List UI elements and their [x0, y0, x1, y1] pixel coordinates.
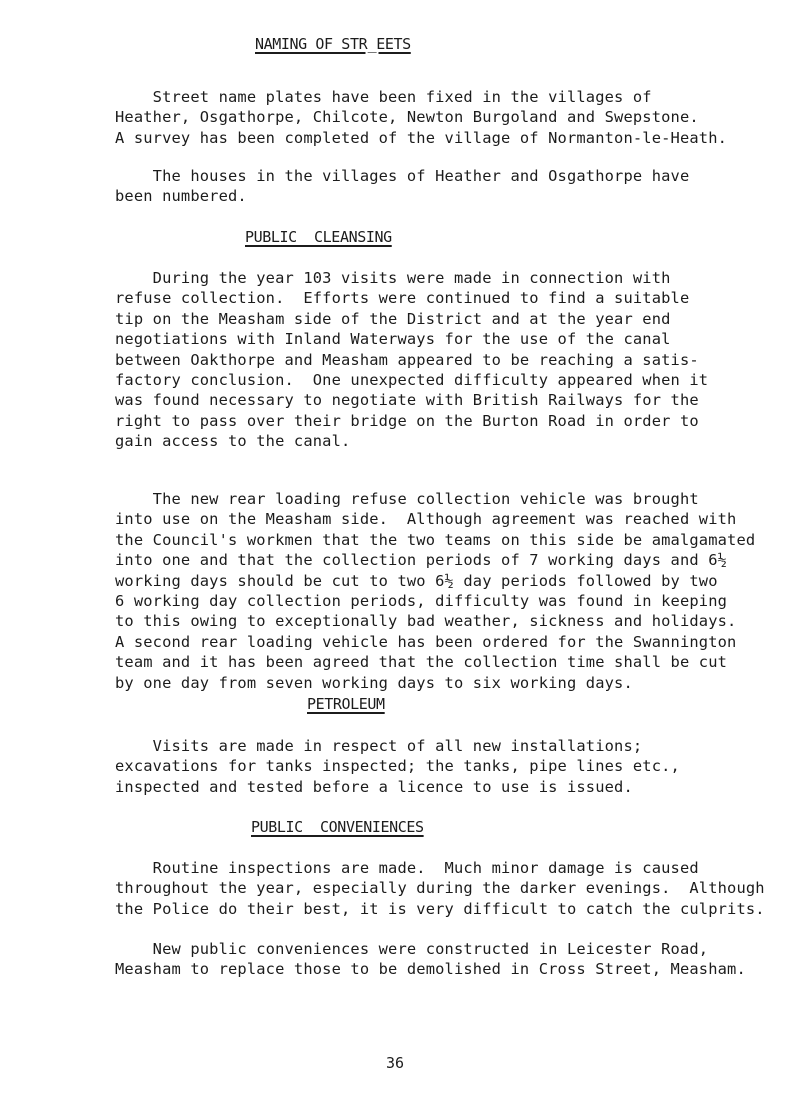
heading-naming-of-streets: NAMING OF STR̲EETS [255, 35, 411, 53]
text-line: the Police do their best, it is very difficult to catch the culprits. [115, 899, 765, 918]
text-line: excavations for tanks inspected; the tanks, pipe lines etc., [115, 757, 680, 776]
text-line: Measham to replace those to be demolished in Cross Street, Measham. [115, 960, 746, 979]
text-line: refuse collection. Efforts were continued to find a suitable [115, 289, 690, 308]
text-line: inspected and tested before a licence to use is issued. [115, 777, 633, 796]
paragraph-houses-numbered [115, 166, 795, 207]
text-line: negotiations with Inland Waterways for the use of the canal [115, 330, 671, 349]
text-line: Heather, Osgathorpe, Chilcote, Newton Burgoland and Swepstone. [115, 108, 699, 127]
text-line: between Oakthorpe and Measham appeared to be reaching a satis- [115, 350, 699, 369]
text-line: New public conveniences were constructed in Leicester Road, [115, 940, 709, 958]
paragraph-petroleum-visits [115, 736, 795, 797]
text-line: the Council's workmen that the two teams on this side be amalgamated [115, 530, 756, 549]
paragraph-routine-inspections [115, 858, 795, 919]
paragraph-rear-loading-vehicle [115, 489, 795, 693]
paragraph-new-conveniences [115, 939, 795, 980]
paragraph-street-name-plates [115, 87, 795, 148]
text-line: to this owing to exceptionally bad weather, sickness and holidays. [115, 612, 737, 631]
text-line: The new rear loading refuse collection vehicle was brought [115, 490, 699, 508]
text-line: During the year 103 visits were made in connection with [115, 269, 671, 287]
heading-public-conveniences: PUBLIC CONVENIENCES [251, 818, 424, 836]
heading-public-cleansing: PUBLIC CLEANSING [245, 228, 392, 246]
text-line: factory conclusion. One unexpected difficulty appeared when it [115, 371, 709, 390]
text-line: into use on the Measham side. Although agreement was reached with [115, 510, 737, 529]
text-line: A survey has been completed of the village of Normanton-le-Heath. [115, 128, 728, 147]
text-line: been numbered. [115, 187, 247, 206]
text-line: working days should be cut to two 6½ day periods followed by two [115, 571, 718, 590]
text-line: A second rear loading vehicle has been ordered for the Swannington [115, 632, 737, 651]
text-line: gain access to the canal. [115, 432, 351, 451]
text-line: right to pass over their bridge on the Burton Road in order to [115, 411, 699, 430]
text-line: The houses in the villages of Heather and Osgathorpe have [115, 167, 690, 185]
text-line: Street name plates have been fixed in the villages of [115, 88, 652, 106]
text-line: was found necessary to negotiate with British Railways for the [115, 391, 699, 410]
text-line: tip on the Measham side of the District and at the year end [115, 309, 671, 328]
text-line: by one day from seven working days to six working days. [115, 673, 633, 692]
page-number: 36 [386, 1054, 405, 1072]
heading-petroleum: PETROLEUM [307, 695, 385, 713]
text-line: throughout the year, especially during the darker evenings. Although [115, 879, 765, 898]
text-line: Visits are made in respect of all new installations; [115, 737, 643, 755]
text-line: 6 working day collection periods, difficulty was found in keeping [115, 592, 728, 611]
text-line: into one and that the collection periods of 7 working days and 6½ [115, 551, 728, 570]
text-line: Routine inspections are made. Much minor damage is caused [115, 859, 699, 877]
paragraph-refuse-collection [115, 268, 795, 452]
text-line: team and it has been agreed that the collection time shall be cut [115, 653, 728, 672]
